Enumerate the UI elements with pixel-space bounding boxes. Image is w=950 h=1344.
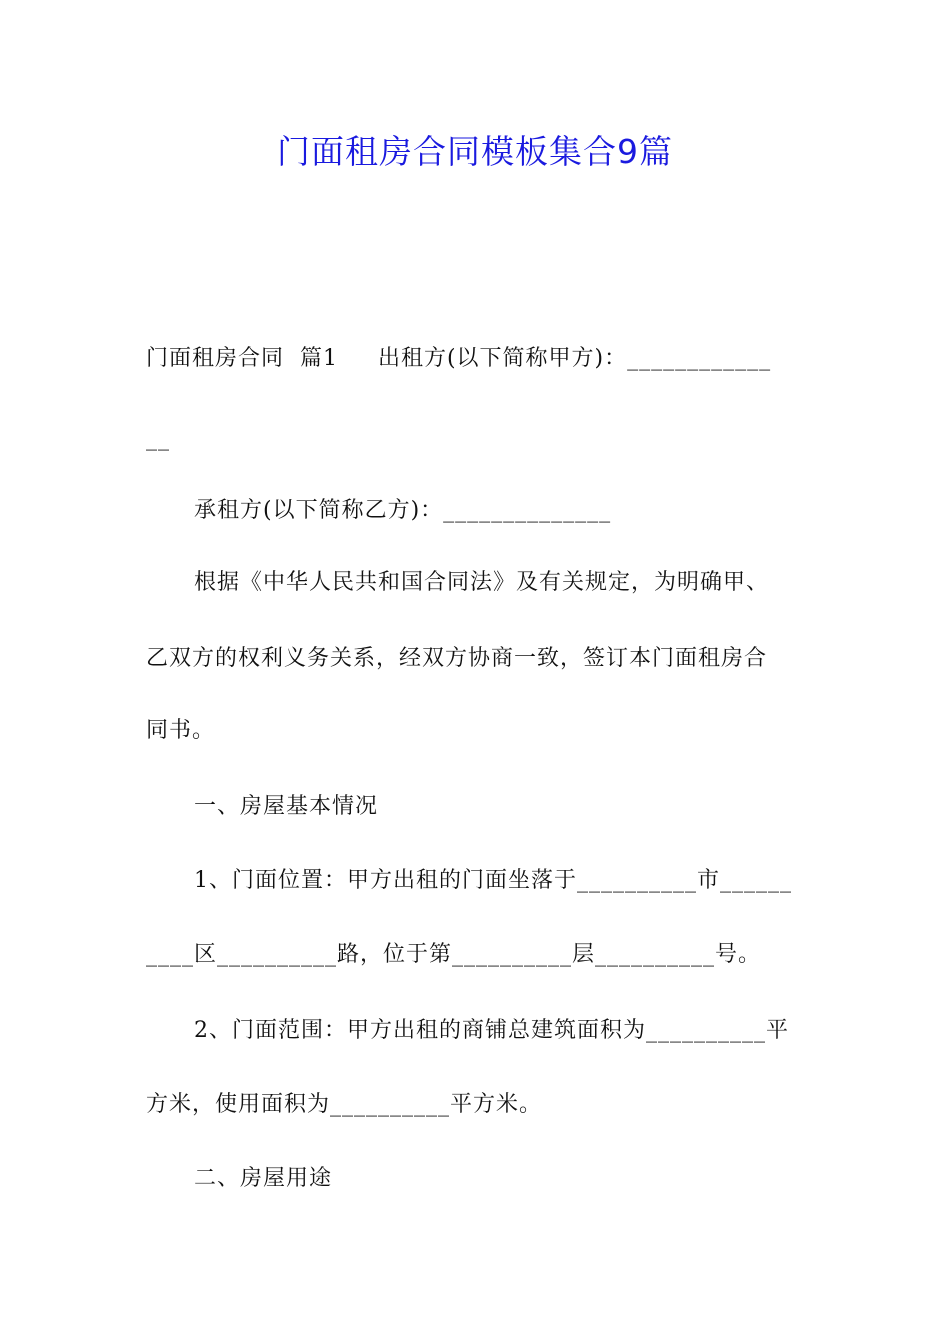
document-title: 门面租房合同模板集合9篇 [277,132,673,171]
text-line-6: 同书。 [146,718,216,743]
text-line-1: 门面租房合同 篇1 出租方(以下简称甲方)：____________ [146,346,772,371]
section-heading-2: 二、房屋用途 [194,1166,333,1191]
text-line-9: 2、门面范围：甲方出租的商铺总建筑面积为__________平 [194,1018,789,1043]
text-line-3: 承租方(以下简称乙方)：______________ [194,498,612,523]
section-heading-1: 一、房屋基本情况 [194,794,379,819]
text-line-2: __ [146,426,170,451]
text-line-7: 1、门面位置：甲方出租的门面坐落于__________市______ [194,868,792,893]
text-line-5: 乙双方的权利义务关系，经双方协商一致，签订本门面租房合 [146,646,768,671]
text-line-8: ____区__________路，位于第__________层__________号。 [146,942,762,967]
text-line-10: 方米，使用面积为__________平方米。 [146,1092,543,1117]
text-line-4: 根据《中华人民共和国合同法》及有关规定，为明确甲、 [194,570,770,595]
